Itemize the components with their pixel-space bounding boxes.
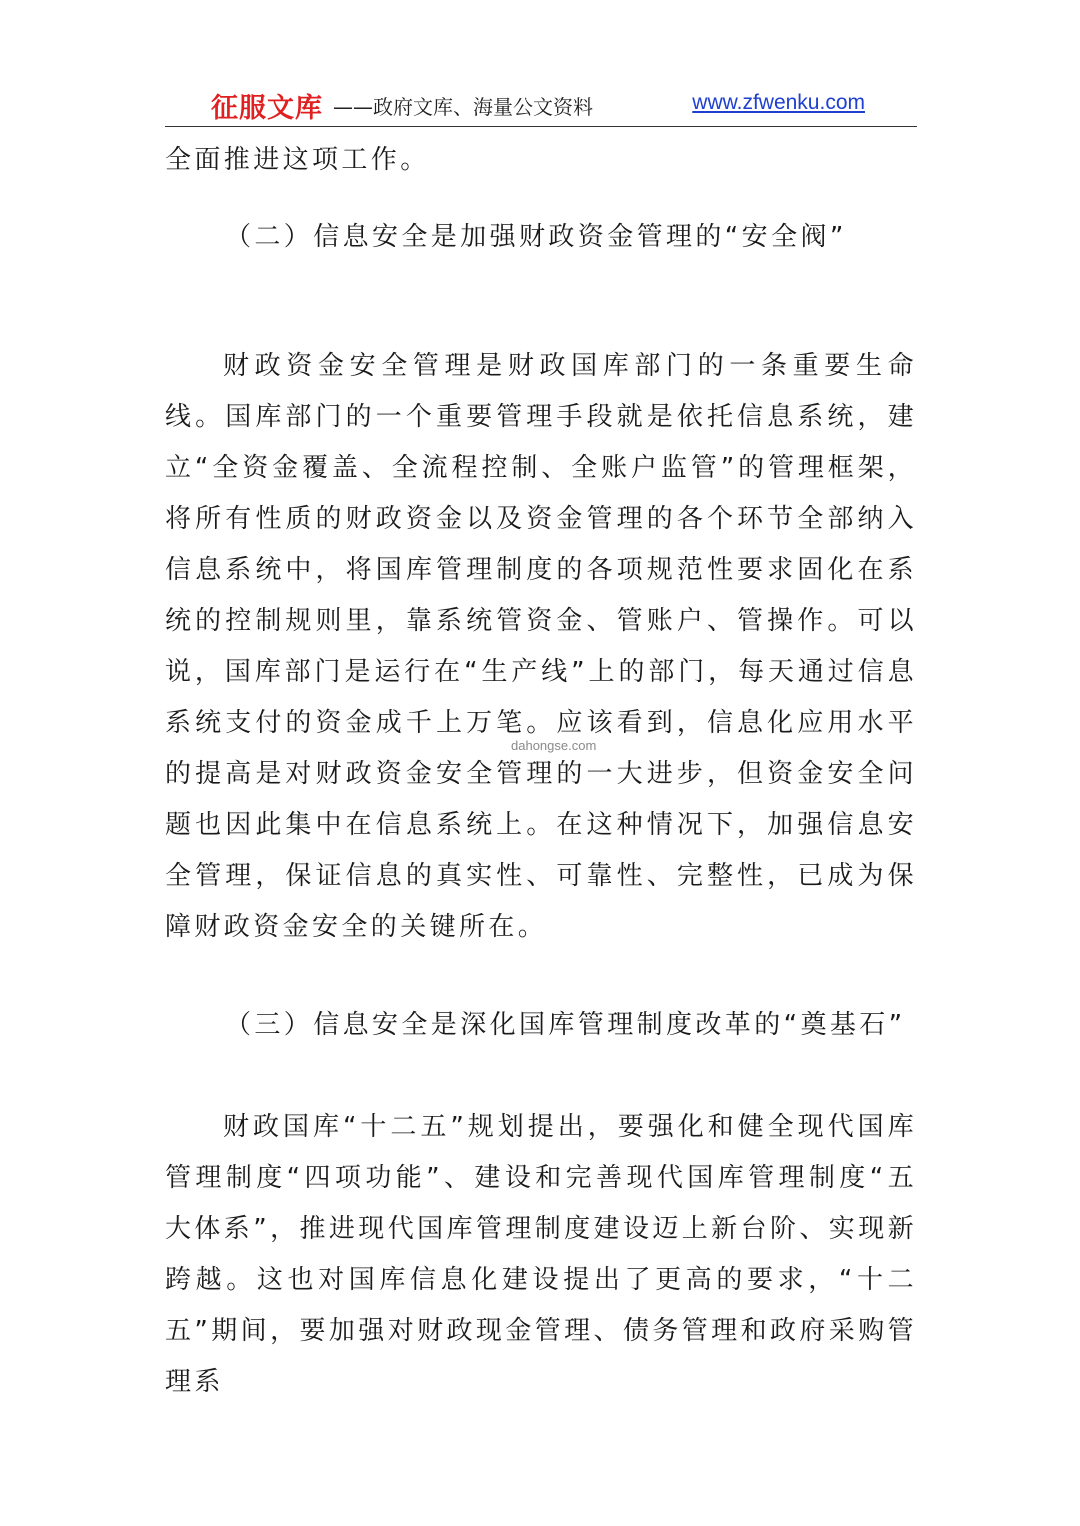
paragraph-2: 财政资金安全管理是财政国库部门的一条重要生命线。国库部门的一个重要管理手段就是依托信息系统，建立“全资金覆盖、全流程控制、全账户监管”的管理框架，将所有性质的财政资金以及资金管理的各个环节全部纳入信息系统中，将国库管理制度的各项规范性要求固化在系统的控制规则里，靠系统管资金、管账户、管操作。可以说，国库部门是运行在“生产线”上的部门，每天通过信息系统支付的资金成千上万笔。应该看到，信息化应用水平的提高是对财政资金安全管理的一大进步，但资金安全问题也因此集中在信息系统上。在这种情况下，加强信息安全管理，保证信息的真实性、可靠性、完整性，已成为保障财政资金安全的关键所在。 xyxy=(165,351,917,942)
brand-logo-text: 征服文库 xyxy=(211,93,323,124)
watermark-text: dahongse.com xyxy=(511,738,597,753)
site-url-link[interactable]: www.zfwenku.com xyxy=(692,91,865,114)
header-tagline: ——政府文库、海量公文资料 xyxy=(333,95,593,119)
paragraph-3: 财政国库“十二五”规划提出，要强化和健全现代国库管理制度“四项功能”、建设和完善现代国库管理制度“五大体系”，推进现代国库管理制度建设迈上新台阶、实现新跨越。这也对国库信息化建设提出了更高的要求，“十二五”期间，要加强对财政现金管理、债务管理和政府采购管理系 xyxy=(165,1112,917,1397)
section-heading-2: （二）信息安全是加强财政资金管理的“安全阀” xyxy=(225,222,847,252)
header-divider xyxy=(165,126,917,127)
page-header xyxy=(165,82,917,126)
section-heading-3: （三）信息安全是深化国库管理制度改革的“奠基石” xyxy=(225,1010,906,1040)
continuation-text: 全面推进这项工作。 xyxy=(165,145,430,175)
